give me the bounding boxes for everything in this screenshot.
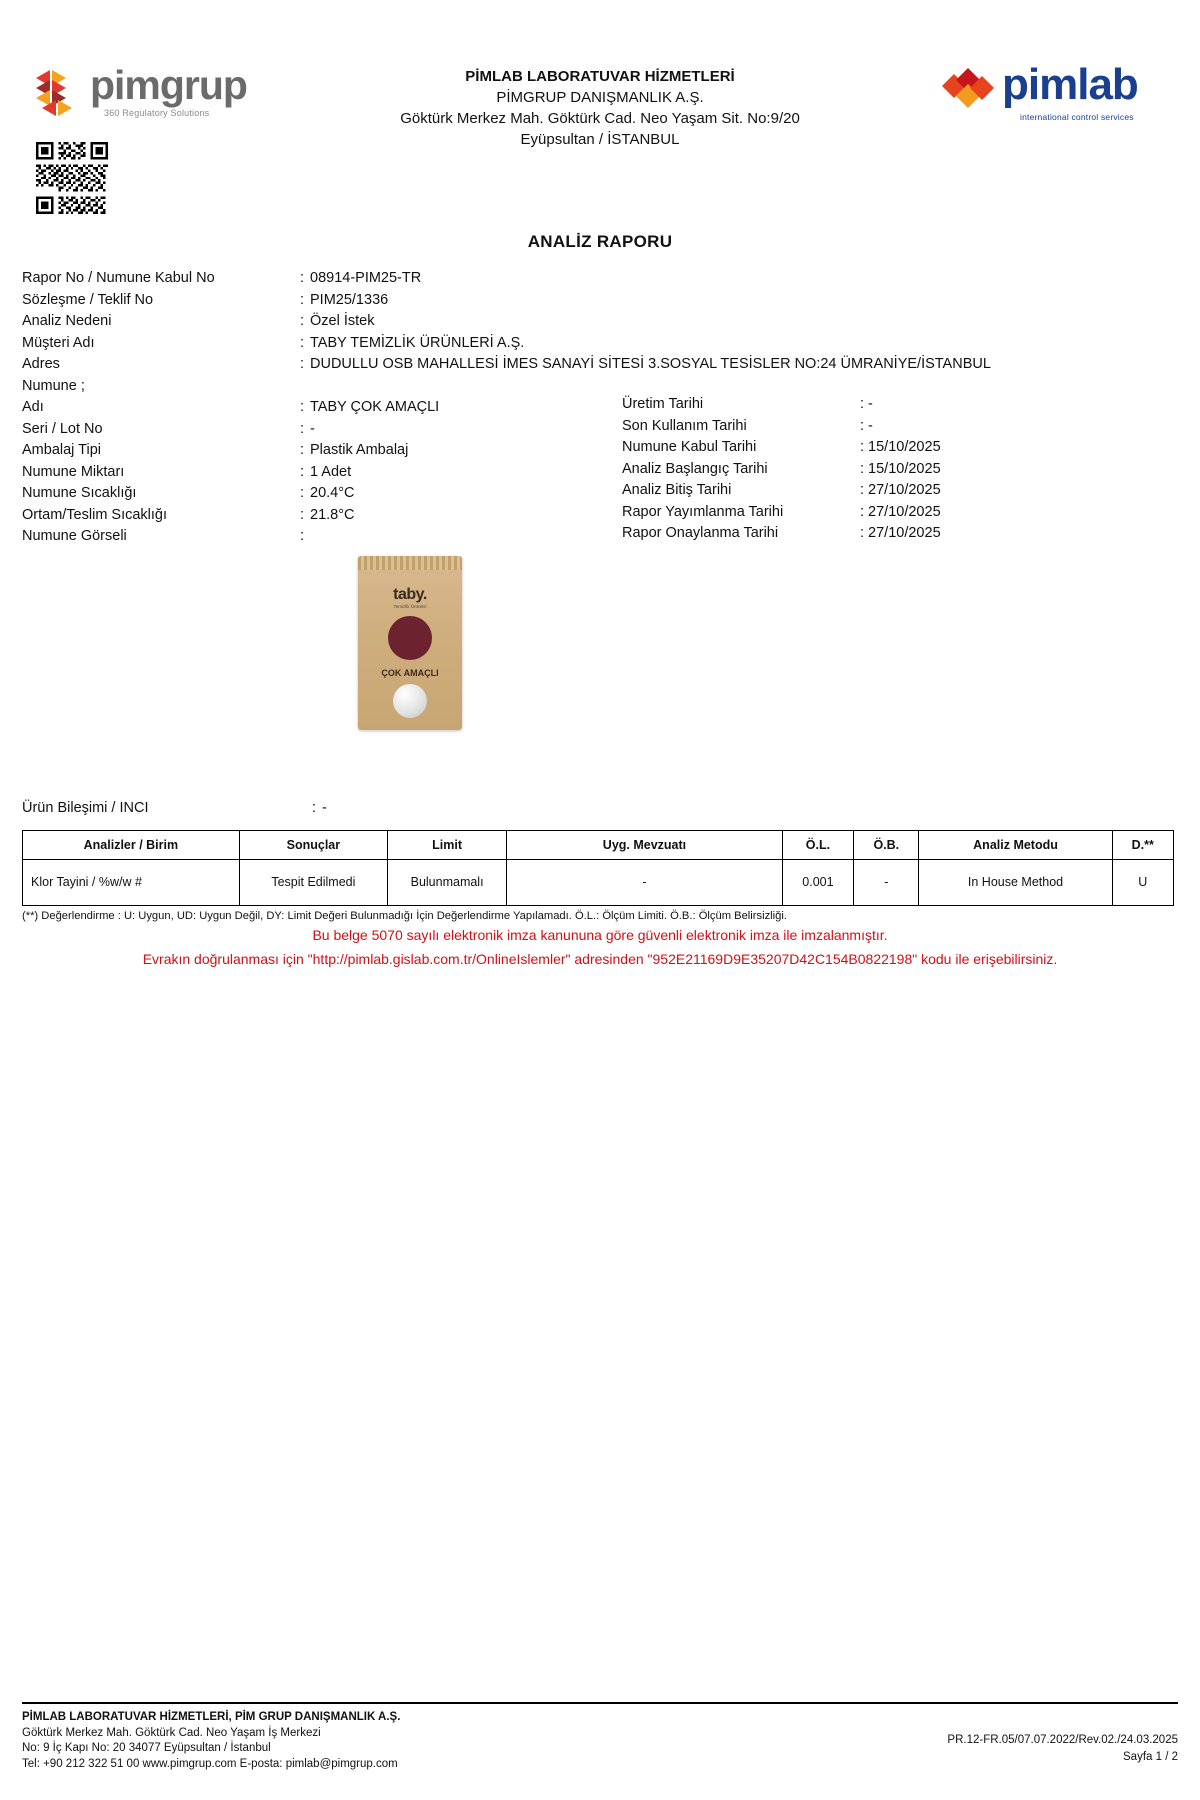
document-header (22, 30, 1178, 180)
info-label: Adres (22, 356, 60, 372)
date-row-uretim (622, 394, 1200, 416)
th-degerlendirme: D.** (1112, 830, 1173, 859)
th-analizler: Analizler / Birim (23, 830, 240, 859)
pimlab-tagline: international control services (1020, 112, 1134, 122)
product-brand-sub: Temizlik Ürünleri (393, 603, 427, 609)
th-mevzuat: Uyg. Mevzuatı (507, 830, 783, 859)
info-sep (300, 376, 310, 398)
date-row-skt (622, 416, 1200, 438)
info-sep: : (300, 528, 305, 544)
cell-analiz: Klor Tayini / %w/w # (23, 859, 240, 905)
inci-label: Ürün Bileşimi / INCI (22, 799, 149, 816)
footer-meta (947, 1732, 1178, 1766)
report-dates (622, 394, 1200, 545)
footer-doc-code: PR.12-FR.05/07.07.2022/Rev.02./24.03.2025 (947, 1734, 1178, 1746)
date-value: : 15/10/2025 (860, 439, 941, 455)
date-value: : 15/10/2025 (860, 460, 941, 477)
pimlab-wordmark: pimlab (1002, 60, 1138, 109)
date-label: Rapor Onaylanma Tarihi (622, 525, 779, 541)
results-table (22, 830, 1174, 906)
date-label: Rapor Yayımlanma Tarihi (622, 503, 784, 520)
info-label: Ambalaj Tipi (22, 442, 101, 458)
info-label: Adı (22, 399, 44, 415)
info-label: Rapor No / Numune Kabul No (22, 270, 215, 286)
date-value: : 27/10/2025 (860, 525, 941, 541)
product-brand-name: taby. (393, 585, 427, 603)
inci-row (22, 800, 1178, 816)
lab-city-line: Eyüpsultan / İSTANBUL (520, 131, 680, 148)
cell-metod: In House Method (919, 859, 1112, 905)
info-label: Numune Sıcaklığı (22, 485, 137, 501)
info-sep: : (300, 334, 305, 351)
cell-ob: - (854, 859, 919, 905)
report-info (22, 268, 1178, 548)
info-value: TABY ÇOK AMAÇLI (310, 399, 440, 415)
th-limit: Limit (387, 830, 506, 859)
esignature-note: Bu belge 5070 sayılı elektronik imza kanununa göre güvenli elektronik imza ile imzalanmıştır. (312, 926, 888, 943)
cell-mevzuat: - (507, 859, 783, 905)
footer-address-1: Göktürk Merkez Mah. Göktürk Cad. Neo Yaşam İş Merkezi (22, 1726, 321, 1739)
info-row-musteri (22, 333, 1178, 355)
info-sep: : (300, 442, 305, 458)
date-label: Üretim Tarihi (622, 396, 704, 412)
info-row-rapor-no (22, 268, 1178, 290)
product-pouch-image (358, 556, 462, 730)
info-sep: : (300, 420, 305, 437)
info-sep: : (300, 463, 305, 480)
info-value: - (310, 420, 315, 437)
th-metod: Analiz Metodu (919, 830, 1112, 859)
pimgrup-wordmark: pimgrup (90, 62, 247, 108)
table-header-row (23, 830, 1174, 859)
date-label: Analiz Bitiş Tarihi (622, 482, 732, 498)
info-value: DUDULLU OSB MAHALLESİ İMES SANAYİ SİTESİ 3.SOSYAL TESİSLER NO:24 ÜMRANİYE/İSTANBUL (310, 356, 991, 372)
verification-note: Evrakın doğrulanması için "http://pimlab.gislab.com.tr/OnlineIslemler" adresinden "952E21169D9E35207D42C154B0822198" kodu ile erişebilirsiniz. (142, 950, 1058, 967)
page-footer (22, 1702, 1178, 1772)
date-row-yayim (622, 502, 1200, 524)
info-value: TABY TEMİZLİK ÜRÜNLERİ A.Ş. (310, 334, 525, 351)
info-value: Özel İstek (310, 313, 375, 329)
date-row-onay (622, 523, 1200, 545)
info-label: Numune Görseli (22, 528, 127, 544)
footer-company: PİMLAB LABORATUVAR HİZMETLERİ, PİM GRUP DANIŞMANLIK A.Ş. (22, 1711, 401, 1723)
date-row-bitis (622, 480, 1200, 502)
cell-ol: 0.001 (782, 859, 853, 905)
date-row-kabul (622, 437, 1200, 459)
date-label: Numune Kabul Tarihi (622, 439, 757, 455)
info-value: 20.4°C (310, 485, 355, 501)
info-sep: : (300, 270, 305, 286)
table-row (23, 859, 1174, 905)
info-sep: : (300, 291, 305, 308)
date-value: : - (860, 396, 873, 412)
info-value: 21.8°C (310, 506, 355, 523)
cell-degerlendirme: U (1112, 859, 1173, 905)
product-label-text: ÇOK AMAÇLI (381, 667, 439, 678)
date-label: Son Kullanım Tarihi (622, 417, 747, 434)
info-label: Numune ; (22, 377, 85, 394)
product-circle-graphic (388, 616, 432, 660)
pimlab-logo (940, 62, 1160, 134)
product-tablet-graphic (393, 684, 427, 718)
table-footnote: (**) Değerlendirme : U: Uygun, UD: Uygun Değil, DY: Limit Değeri Bulunmadığı İçin Değerlendirme Yapılamadı. Ö.L.: Ölçüm Limiti. Ö.B.: Ölçüm Belirsizliği. (22, 909, 787, 922)
footer-address-2: No: 9 İç Kapı No: 20 34077 Eyüpsultan / İstanbul (22, 1742, 271, 1754)
qr-code (36, 142, 108, 214)
footer-contact: Tel: +90 212 322 51 00 www.pimgrup.com E-posta: pimlab@pimgrup.com (22, 1757, 398, 1770)
th-sonuclar: Sonuçlar (239, 830, 387, 859)
info-sep: : (300, 399, 305, 415)
info-value: Plastik Ambalaj (310, 442, 409, 458)
lab-name-line-2: PİMGRUP DANIŞMANLIK A.Ş. (496, 89, 704, 106)
info-sep: : (300, 506, 305, 523)
date-value: : - (860, 417, 873, 434)
date-row-baslangic (622, 459, 1200, 481)
th-ob: Ö.B. (854, 830, 919, 859)
inci-sep: : (312, 799, 317, 816)
inci-value: - (322, 799, 327, 816)
info-label: Müşteri Adı (22, 334, 95, 351)
sample-photo (358, 556, 466, 734)
info-label: Analiz Nedeni (22, 313, 112, 329)
info-row-sozlesme (22, 290, 1178, 312)
info-row-analiz-nedeni (22, 311, 1178, 333)
footer-page-number: Sayfa 1 / 2 (1123, 1751, 1178, 1763)
lab-address-line: Göktürk Merkez Mah. Göktürk Cad. Neo Yaşam Sit. No:9/20 (400, 110, 800, 127)
info-value: 1 Adet (310, 463, 352, 480)
info-value: PIM25/1336 (310, 291, 389, 308)
pimgrup-tagline: 360 Regulatory Solutions (104, 108, 210, 118)
date-value: : 27/10/2025 (860, 503, 941, 520)
info-sep: : (300, 356, 305, 372)
info-label: Numune Miktarı (22, 463, 125, 480)
info-sep: : (300, 313, 305, 329)
info-label: Ortam/Teslim Sıcaklığı (22, 506, 168, 523)
cell-sonuc: Tespit Edilmedi (239, 859, 387, 905)
th-ol: Ö.L. (782, 830, 853, 859)
info-row-adres (22, 354, 1178, 376)
pimlab-logo-mark (940, 66, 996, 122)
info-label: Seri / Lot No (22, 420, 103, 437)
lab-name-line-1: PİMLAB LABORATUVAR HİZMETLERİ (465, 68, 735, 85)
info-value: 08914-PIM25-TR (310, 270, 422, 286)
info-sep: : (300, 485, 305, 501)
date-label: Analiz Başlangıç Tarihi (622, 460, 768, 477)
page-title: ANALİZ RAPORU (527, 232, 673, 251)
info-label: Sözleşme / Teklif No (22, 291, 154, 308)
date-value: : 27/10/2025 (860, 482, 941, 498)
cell-limit: Bulunmamalı (387, 859, 506, 905)
